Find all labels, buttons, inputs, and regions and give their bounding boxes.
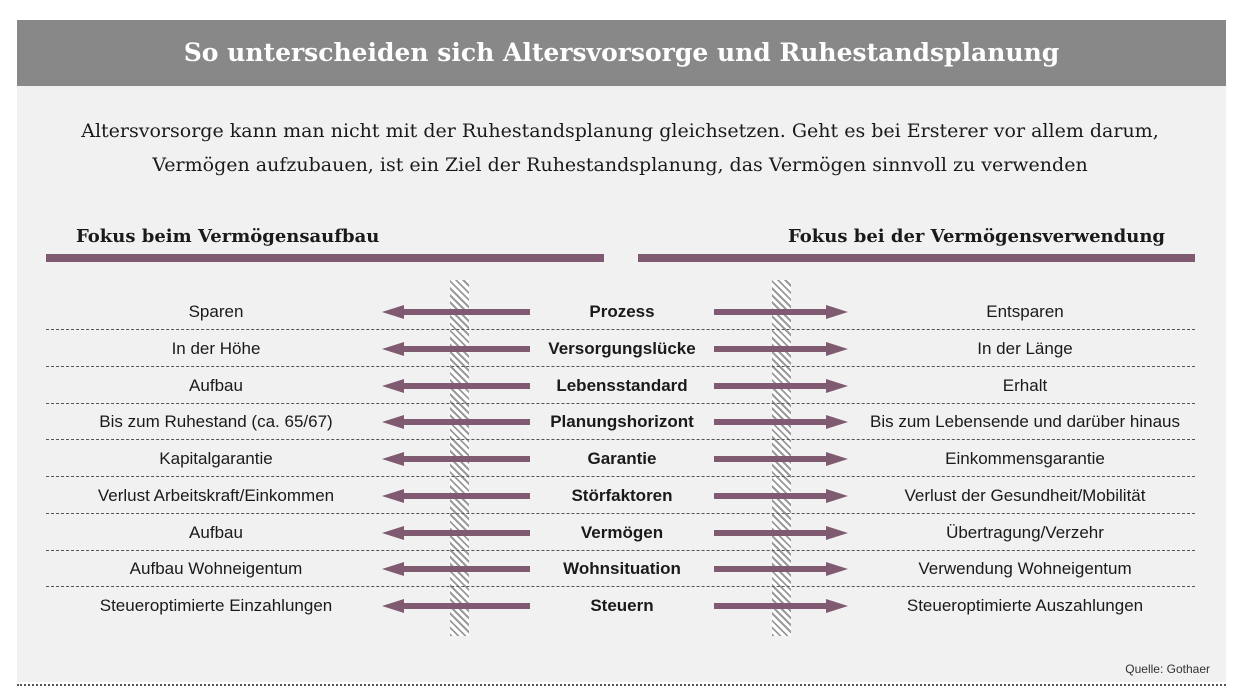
row-center-label: Steuern <box>590 596 654 615</box>
table-row <box>0 478 1240 514</box>
focus-left-bar <box>46 254 604 262</box>
row-right-text: Steueroptimierte Auszahlungen <box>906 596 1144 615</box>
arrow-left-icon <box>382 379 530 398</box>
arrow-left-icon <box>382 599 530 618</box>
row-left-text: Sparen <box>188 302 244 321</box>
arrow-right-icon <box>714 526 848 545</box>
row-right-text: Verwendung Wohneigentum <box>918 559 1132 579</box>
row-center-label: Garantie <box>587 449 657 468</box>
arrow-right-icon <box>714 452 848 471</box>
row-center-label: Planungshorizont <box>550 412 694 432</box>
arrow-right-icon <box>714 379 848 398</box>
row-center-label: Vermögen <box>580 522 664 542</box>
row-left-text: Aufbau <box>189 522 243 542</box>
row-center-label: Versorgungslücke <box>548 338 696 358</box>
row-right-text: Entsparen <box>986 302 1064 321</box>
bottom-rule <box>17 684 1226 686</box>
arrow-right-icon <box>714 489 848 508</box>
arrow-left-icon <box>382 305 530 324</box>
focus-right-title: Fokus bei der Vermögensverwendung <box>787 226 1165 247</box>
table-row <box>0 588 1240 624</box>
arrow-left-icon <box>382 562 530 581</box>
table-row <box>0 294 1240 330</box>
arrow-left-icon <box>382 342 530 361</box>
arrow-right-icon <box>714 305 848 324</box>
table-row <box>0 515 1240 551</box>
arrow-left-icon <box>382 415 530 434</box>
arrow-left-icon <box>382 489 530 508</box>
arrow-right-icon <box>714 342 848 361</box>
table-row <box>0 331 1240 367</box>
arrow-right-icon <box>714 599 848 618</box>
row-center-label: Lebensstandard <box>556 375 688 395</box>
intro-text <box>30 114 1210 182</box>
arrow-right-icon <box>714 415 848 434</box>
source-note: Quelle: Gothaer <box>1125 662 1210 676</box>
intro-line-1: Altersvorsorge kann man nicht mit der Ruhestandsplanung gleichsetzen. Geht es bei Ersterer vor allem darum, <box>81 120 1159 142</box>
row-left-text: Aufbau <box>189 375 243 395</box>
row-center-label: Wohnsituation <box>563 559 681 579</box>
arrow-left-icon <box>382 526 530 545</box>
arrow-right-icon <box>714 562 848 581</box>
table-row <box>0 368 1240 404</box>
row-right-text: In der Länge <box>977 338 1073 358</box>
table-row <box>0 551 1240 587</box>
row-center-label: Störfaktoren <box>571 485 673 505</box>
table-row <box>0 441 1240 477</box>
row-left-text: Bis zum Ruhestand (ca. 65/67) <box>99 412 333 432</box>
table-row <box>0 404 1240 440</box>
row-left-text: Aufbau Wohneigentum <box>129 559 303 579</box>
header-bar <box>17 20 1226 86</box>
focus-left-title: Fokus beim Vermögensaufbau <box>76 226 380 247</box>
arrow-left-icon <box>382 452 530 471</box>
row-left-text: In der Höhe <box>171 338 261 358</box>
row-right-text: Verlust der Gesundheit/Mobilität <box>904 485 1146 505</box>
intro-line-2: Vermögen aufzubauen, ist ein Ziel der Ruhestandsplanung, das Vermögen sinnvoll zu verwenden <box>152 154 1088 176</box>
row-left-text: Steueroptimierte Einzahlungen <box>99 596 333 615</box>
row-right-text: Übertragung/Verzehr <box>946 522 1104 542</box>
row-right-text: Einkommensgarantie <box>945 449 1105 468</box>
row-right-text: Erhalt <box>1002 375 1048 395</box>
row-left-text: Verlust Arbeitskraft/Einkommen <box>97 485 335 505</box>
page-title: So unterscheiden sich Altersvorsorge und Ruhestandsplanung <box>183 38 1060 67</box>
row-center-label: Prozess <box>589 302 655 321</box>
row-left-text: Kapitalgarantie <box>159 449 273 468</box>
focus-right-bar <box>638 254 1195 262</box>
row-right-text: Bis zum Lebensende und darüber hinaus <box>870 412 1180 432</box>
